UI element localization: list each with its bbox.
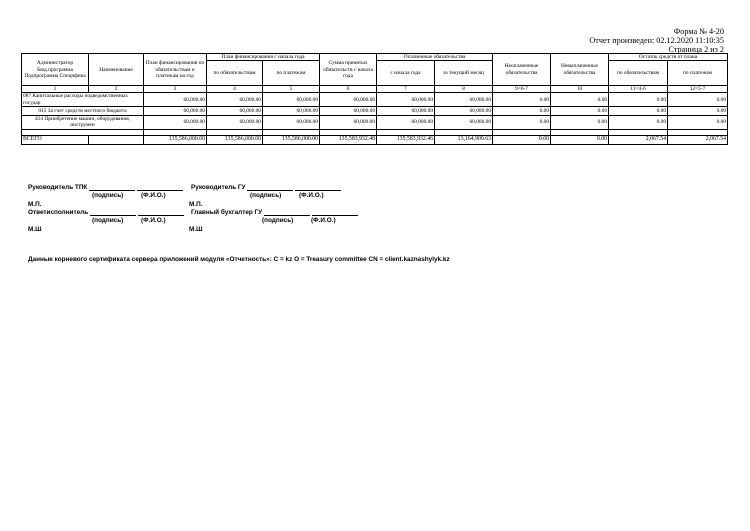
fio-caption: (Ф.И.О.) [141, 192, 166, 199]
col-number: 12=5-7 [668, 86, 728, 93]
signature-caption: (подпись) [250, 192, 282, 199]
certificate-info: Данные корневого сертификата сервера приложений модуля «Отчетность»: C = kz O = Treasury committee CN = client.kaznashylyk.kz [28, 256, 450, 263]
cell: 0.00 [609, 106, 668, 115]
cell: 60,000.00 [377, 93, 435, 106]
total-label: ВСЕГО [22, 135, 89, 144]
signature-line [264, 215, 310, 216]
header-row-1 [22, 54, 728, 61]
col-admin-header: Администратор Бюд.программа Подпрограмма Специфика [22, 54, 89, 86]
head-gu-label: Руководитель ГУ [191, 184, 246, 191]
col-remain-oblig-header: по обязательствам [609, 61, 668, 86]
executor-label: Ответисполнитель [28, 209, 89, 216]
name-line [137, 190, 183, 191]
head-tpk-signature [28, 184, 183, 191]
cell: 60,000.00 [435, 93, 493, 106]
signature-caption: (подпись) [262, 217, 294, 224]
fio-caption: (Ф.И.О.) [299, 192, 324, 199]
table-row [22, 93, 728, 106]
total-cell: 0.00 [493, 135, 551, 144]
fio-caption: (Ф.И.О.) [141, 217, 166, 224]
executor-signature [28, 209, 184, 216]
signature-caption: (подпись) [92, 192, 124, 199]
col-number: 3 [144, 86, 207, 93]
col-plan-year-header: План финансирования по обязательствам и платежам на год [144, 54, 207, 86]
name-line [138, 215, 184, 216]
total-cell: 135,586,000.00 [144, 135, 207, 144]
col-number: 6 [320, 86, 377, 93]
cell: 60,000.00 [435, 106, 493, 115]
table-row [22, 115, 728, 129]
cell: 0.00 [493, 93, 551, 106]
column-numbers-row [22, 86, 728, 93]
col-number: 11=4-6 [609, 86, 668, 93]
cell: 60,000.00 [144, 115, 207, 129]
cell: 0.00 [668, 106, 728, 115]
signature-line [247, 190, 293, 191]
cell: 0.00 [493, 115, 551, 129]
col-plan-pay-header: по платежам [263, 61, 320, 86]
form-number: Форма № 4-20 [673, 27, 724, 36]
cell: 60,000.00 [263, 93, 320, 106]
cell: 60,000.00 [207, 93, 263, 106]
total-cell: 2,067.54 [609, 135, 668, 144]
stamp-place: М.Ш [189, 226, 203, 233]
name-line [295, 190, 341, 191]
cell: 60,000.00 [263, 115, 320, 129]
col-remain-pay-header: по платежам [668, 61, 728, 86]
col-remain-header: Остаток средств от плана [609, 54, 728, 61]
col-number: 10 [551, 86, 609, 93]
col-accepted-header: Сумма принятых обязательств с начала года [320, 54, 377, 86]
cell: 60,000.00 [377, 115, 435, 129]
col-number: 4 [207, 86, 263, 93]
cell: 0.00 [551, 106, 609, 115]
stamp-place: М.П. [189, 201, 203, 208]
col-name-header: Наименование [89, 54, 144, 86]
col-plan-start-header: План финансирования с начала года [207, 54, 320, 61]
total-row [22, 135, 728, 144]
col-plan-oblig-header: по обязательствам [207, 61, 263, 86]
cell: 0.00 [609, 93, 668, 106]
cell: 60,000.00 [320, 106, 377, 115]
cell: 0.00 [668, 115, 728, 129]
cell: 60,000.00 [263, 106, 320, 115]
row-code: 087 Капитальные расходы подведомственных государ [22, 93, 144, 106]
total-cell: 135,586,000.00 [207, 135, 263, 144]
cell: 0.00 [493, 106, 551, 115]
col-paid-start-header: с начала года [377, 61, 435, 86]
col-number: 8 [435, 86, 493, 93]
cell: 60,000.00 [320, 93, 377, 106]
total-cell: 2,067.54 [668, 135, 728, 144]
col-unaccepted-header: Невыплаченные обязательства [551, 54, 609, 86]
page-number: Страница 2 из 2 [668, 45, 724, 54]
total-cell: 135,586,000.00 [263, 135, 320, 144]
cell: 60,000.00 [207, 115, 263, 129]
col-number: 2 [89, 86, 144, 93]
row-code: 015 За счет средств местного бюджета [22, 106, 144, 115]
cell: 60,000.00 [435, 115, 493, 129]
report-generated-date: Отчет произведен: 02.12.2020 11:10:35 [589, 36, 724, 45]
total-cell: 135,583,932.48 [320, 135, 377, 144]
cell: 0.00 [609, 115, 668, 129]
head-tpk-label: Руководитель ТПК [28, 184, 88, 191]
signature-line [90, 215, 136, 216]
cell: 60,000.00 [207, 106, 263, 115]
cell: 60,000.00 [144, 93, 207, 106]
chief-accountant-signature [191, 209, 358, 216]
signature-caption: (подпись) [92, 217, 124, 224]
col-unpaid-header: Неоплаченные обязательства [493, 54, 551, 86]
total-cell: 135,583,932.46 [377, 135, 435, 144]
fio-caption: (Ф.И.О.) [311, 217, 336, 224]
col-number: 5 [263, 86, 320, 93]
signature-line [89, 190, 135, 191]
cell: 0.00 [551, 115, 609, 129]
financing-report-table [21, 53, 728, 145]
chief-accountant-label: Главный бухгалтер ГУ [191, 209, 263, 216]
stamp-place: М.П. [28, 201, 42, 208]
cell: 60,000.00 [320, 115, 377, 129]
cell: 60,000.00 [144, 106, 207, 115]
col-paid-header: Оплаченные обязательства [377, 54, 493, 61]
col-number: 9=6-7 [493, 86, 551, 93]
col-number: 7 [377, 86, 435, 93]
col-number: 1 [22, 86, 89, 93]
cell: 0.00 [668, 93, 728, 106]
col-paid-month-header: за текущий месяц [435, 61, 493, 86]
total-name-cell [89, 135, 144, 144]
total-cell: 13,164,909.63 [435, 135, 493, 144]
stamp-place: М.Ш [28, 226, 42, 233]
head-gu-signature [191, 184, 341, 191]
table-row [22, 106, 728, 115]
cell: 0.00 [551, 93, 609, 106]
name-line [312, 215, 358, 216]
total-cell: 0.00 [551, 135, 609, 144]
cell: 60,000.00 [377, 106, 435, 115]
row-code: 414 Приобретение машин, оборудования, инструмен [22, 115, 144, 129]
